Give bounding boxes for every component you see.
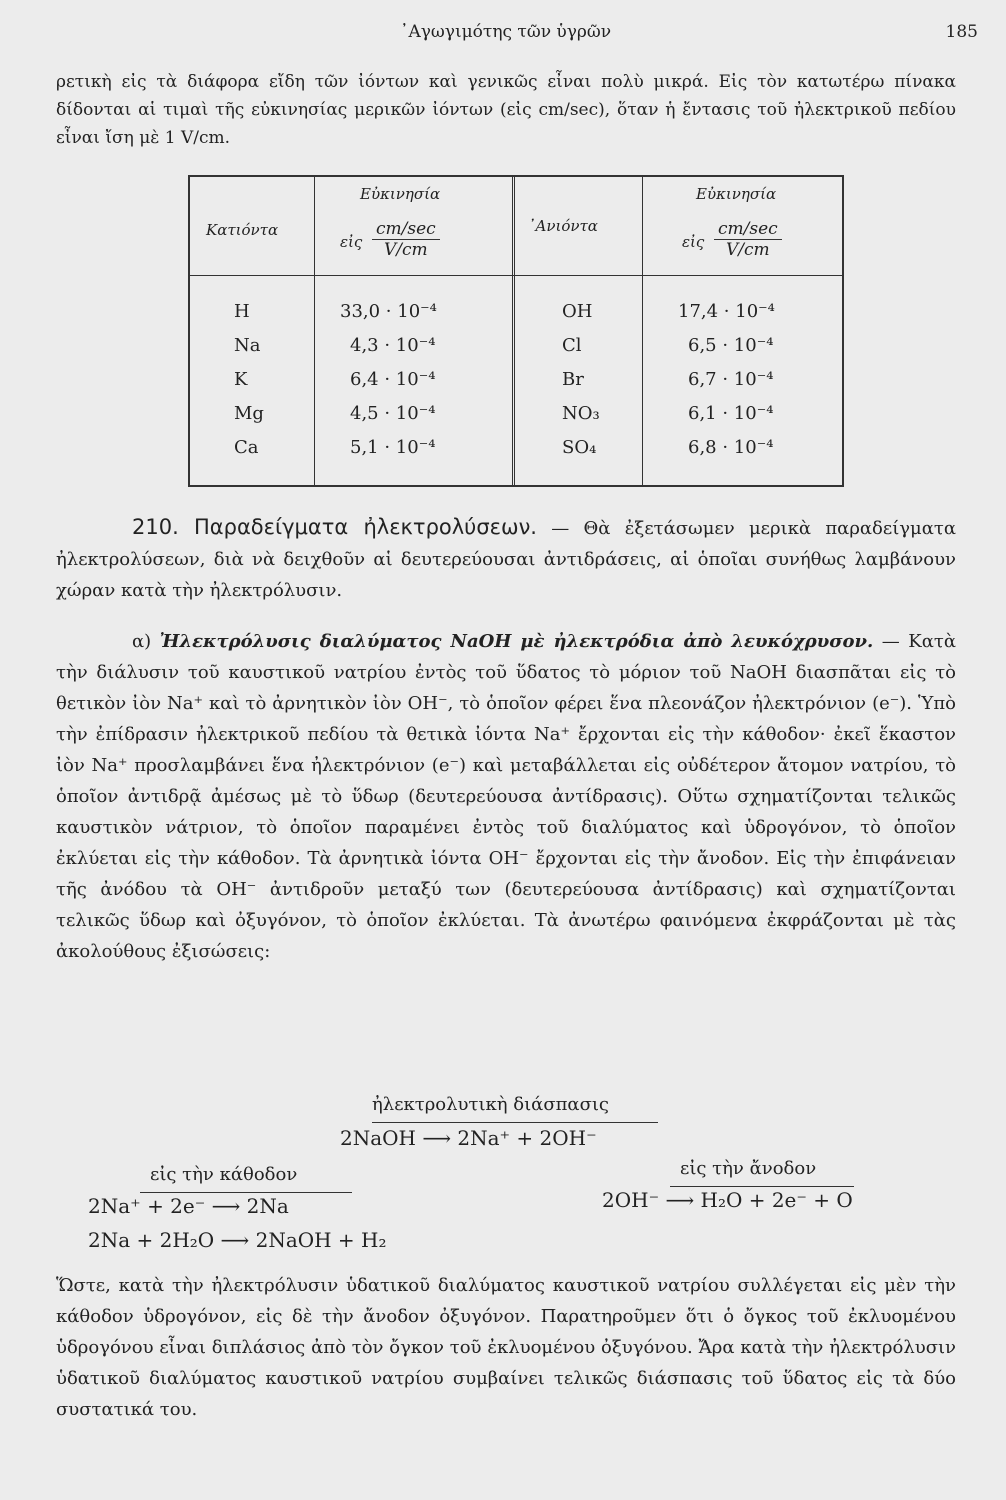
anion-cell: NO₃ <box>562 403 600 424</box>
conclusion-paragraph: Ὥστε, κατὰ τὴν ἠλεκτρόλυσιν ὑδατικοῦ διαλύματος καυστικοῦ νατρίου συλλέγεται εἰς μὲν τὴν κάθοδον ὑδρογόνον, εἰς δὲ τὴν ἄνοδον ὀξυγόνον. Παρατηροῦμεν ὅτι ὁ ὄγκος τοῦ ἐκλυομένου ὑδρογόνου εἶναι διπλάσιος ἀπὸ τὸν ὄγκον τοῦ ἐκλυομένου ὀξυγόνου. Ἄρα κατὰ τὴν ἠλεκτρόλυσιν ὑδατικοῦ διαλύματος καυστικοῦ νατρίου συμβαίνει τελικῶς διάσπασις τοῦ ὕδατος εἰς τὰ δύο συστατικά του. <box>56 1275 956 1420</box>
subsection-paragraph <box>56 626 956 967</box>
unit-numerator: cm/sec <box>372 219 440 240</box>
cation-value-cell: 33,0 · 10⁻⁴ <box>340 301 437 322</box>
cation-cell: H <box>234 301 250 322</box>
cation-value-cell: 6,4 · 10⁻⁴ <box>350 369 436 390</box>
anion-value-cell: 6,7 · 10⁻⁴ <box>688 369 774 390</box>
anion-cell: Cl <box>562 335 582 356</box>
table-divider <box>314 177 315 485</box>
table-divider <box>642 177 643 485</box>
intro-paragraph: ρετικὴ εἰς τὰ διάφορα εἴδη τῶν ἰόντων καὶ γενικῶς εἶναι πολὺ μικρά. Εἰς τὸν κατωτέρω πίνακα δίδονται αἱ τιμαὶ τῆς εὐκινησίας μερικῶν ἰόντων (εἰς cm/sec), ὅταν ἡ ἔντασις τοῦ ἠλεκτρικοῦ πεδίου εἶναι ἴση μὲ 1 V/cm. <box>56 72 956 148</box>
table-header-rule <box>190 275 842 276</box>
page-header <box>0 22 1006 46</box>
anion-value-cell: 6,5 · 10⁻⁴ <box>688 335 774 356</box>
label-underline <box>670 1186 854 1187</box>
label-underline <box>372 1122 658 1123</box>
unit-prefix-1: εἰς <box>340 233 363 251</box>
cation-value-cell: 4,3 · 10⁻⁴ <box>350 335 436 356</box>
equation-cathode-1: 2Na⁺ + 2e⁻ ⟶ 2Na <box>88 1194 289 1218</box>
table-divider <box>512 177 515 485</box>
unit-prefix-2: εἰς <box>682 233 705 251</box>
subsection-text: — Κατὰ τὴν διάλυσιν τοῦ καυστικοῦ νατρίου ἐντὸς τοῦ ὕδατος τὸ μόριον τοῦ NaOH διασπᾶται εἰς τὸ θετικὸν ἰὸν Na⁺ καὶ τὸ ἀρνητικὸν ἰὸν OH⁻, τὸ ὁποῖον φέρει ἕνα πλεονάζον ἠλεκτρόνιον (e⁻). Ὑπὸ τὴν ἐπίδρασιν ἠλεκτρικοῦ πεδίου τὰ θετικὰ ἰόντα Na⁺ ἔρχονται εἰς τὴν κάθοδον· ἐκεῖ ἕκαστον ἰὸν Na⁺ προσλαμβάνει ἕνα ἠλεκτρόνιον (e⁻) καὶ μεταβάλλεται εἰς οὐδέτερον ἄτομον νατρίου, τὸ ὁποῖον ἀντιδρᾷ ἀμέσως μὲ τὸ ὕδωρ (δευτερεύουσα ἀντίδρασις). Οὕτω σχηματίζονται τελικῶς καυστικὸν νάτριον, τὸ ὁποῖον παραμένει ἐντὸς τοῦ διαλύματος καὶ ὑδρογόνον, τὸ ὁποῖον ἐκλύεται εἰς τὴν κάθοδον. Τὰ ἀρνητικὰ ἰόντα OH⁻ ἔρχονται εἰς τὴν ἄνοδον. Εἰς τὴν ἐπιφάνειαν τῆς ἀνόδου τὰ OH⁻ ἀντιδροῦν μεταξύ των (δευτερεύουσα ἀντίδρασις) καὶ σχηματίζονται τελικῶς ὕδωρ καὶ ὀξυγόνον, τὸ ὁποῖον ἐκλύεται. Τὰ ἀνωτέρω φαινόμενα ἐκφράζονται μὲ τὰς ἀκολούθους ἐξισώσεις: <box>56 631 956 962</box>
equation-dissociation: 2NaOH ⟶ 2Na⁺ + 2OH⁻ <box>340 1126 597 1150</box>
subsection-label: α) <box>132 631 160 652</box>
cation-cell: Mg <box>234 403 264 424</box>
anion-cell: Br <box>562 369 584 390</box>
mobility-table <box>188 175 844 487</box>
header-cations: Κατιόντα <box>206 221 279 239</box>
anion-cell: OH <box>562 301 593 322</box>
cation-value-cell: 5,1 · 10⁻⁴ <box>350 437 436 458</box>
section-lead: — Θὰ ἐξετάσωμεν μερικὰ παραδείγματα ἠλεκτρολύσεων, διὰ νὰ δειχθοῦν αἱ δευτερεύουσαι ἀντιδράσεις, αἱ ὁποῖαι συνήθως λαμβάνουν χώραν κατὰ τὴν ἠλεκτρόλυσιν. <box>56 518 956 601</box>
equation-cathode-2: 2Na + 2H₂O ⟶ 2NaOH + H₂ <box>88 1228 387 1252</box>
equation-anode: 2OH⁻ ⟶ H₂O + 2e⁻ + O <box>602 1188 853 1212</box>
unit-numerator: cm/sec <box>714 219 782 240</box>
anion-value-cell: 6,1 · 10⁻⁴ <box>688 403 774 424</box>
label-anode: εἰς τὴν ἄνοδον <box>680 1158 817 1179</box>
header-mobility-1: Εὐκινησία <box>360 185 441 203</box>
anion-cell: SO₄ <box>562 437 597 458</box>
unit-denominator: V/cm <box>384 240 428 260</box>
cation-cell: K <box>234 369 248 390</box>
header-anions: ᾿Ανιόντα <box>528 217 598 235</box>
subsection-title: Ἠλεκτρόλυσις διαλύματος NaOH μὲ ἠλεκτρόδια ἀπὸ λευκόχρυσον. <box>159 631 874 652</box>
unit-denominator: V/cm <box>726 240 770 260</box>
unit-fraction-1 <box>372 219 440 260</box>
header-mobility-2: Εὐκινησία <box>696 185 777 203</box>
running-title: ᾿Αγωγιμότης τῶν ὑγρῶν <box>400 22 612 42</box>
unit-fraction-2 <box>714 219 782 260</box>
label-underline <box>140 1192 352 1193</box>
label-dissociation: ἠλεκτρολυτικὴ διάσπασις <box>372 1094 610 1115</box>
anion-value-cell: 17,4 · 10⁻⁴ <box>678 301 775 322</box>
page-number: 185 <box>945 22 978 42</box>
cation-value-cell: 4,5 · 10⁻⁴ <box>350 403 436 424</box>
cation-cell: Na <box>234 335 261 356</box>
section-title: 210. Παραδείγματα ἠλεκτρολύσεων. <box>132 515 537 539</box>
label-cathode: εἰς τὴν κάθοδον <box>150 1164 298 1185</box>
section-paragraph <box>56 512 956 606</box>
anion-value-cell: 6,8 · 10⁻⁴ <box>688 437 774 458</box>
cation-cell: Ca <box>234 437 259 458</box>
